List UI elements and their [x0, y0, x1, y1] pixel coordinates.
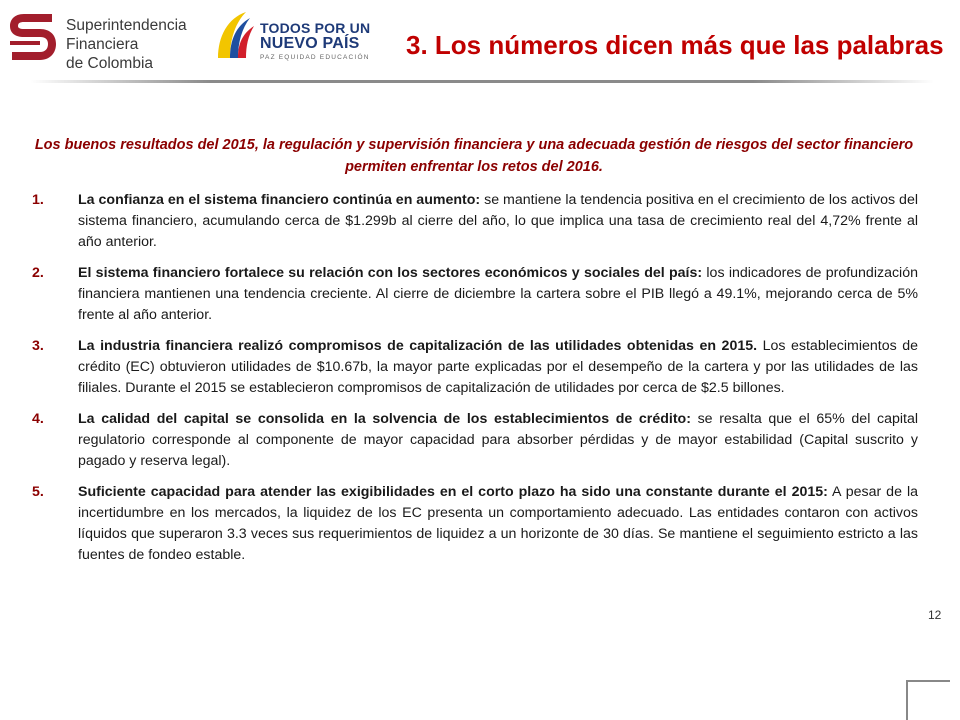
- intro-statement: Los buenos resultados del 2015, la regulación y supervisión financiera y una adecuada gestión de riesgos del sector financiero permiten enfrentar los retos del 2016.: [34, 137, 914, 175]
- sfc-logo-line-2: Financiera: [66, 36, 139, 53]
- point-text: A pesar de la incertidumbre en los mercados, la liquidez de los EC presenta un comportamiento adecuado. Las entidades contaron con activos líquidos que superaron 3.3 veces sus requerimientos de liquidez a un horizonte de 30 días. Se mantiene el seguimiento estricto a las fuentes de fondeo estable.: [78, 484, 918, 563]
- point-lead: La confianza en el sistema financiero continúa en aumento:: [78, 192, 481, 208]
- page-number: 12: [928, 608, 942, 622]
- point-number: 1.: [32, 192, 44, 208]
- corner-mark-horizontal: [906, 680, 950, 682]
- todos-por-un-nuevo-pais-logo: [212, 6, 372, 70]
- sfc-logo-line-1: Superintendencia: [66, 17, 187, 34]
- gov-logo-line-3: PAZ EQUIDAD EDUCACIÓN: [260, 54, 370, 61]
- point-number: 4.: [32, 411, 44, 427]
- point-number: 5.: [32, 484, 44, 500]
- header-divider: [30, 80, 934, 83]
- numbered-points-list: [32, 190, 918, 576]
- point-number: 2.: [32, 265, 44, 281]
- point-text: los indicadores de profundización financiera mantienen una tendencia creciente. Al cierre de diciembre la cartera sobre el PIB llegó a 49.1%, mejorando cerca de 5% frente al año anterior.: [78, 265, 918, 323]
- point-text: se mantiene la tendencia positiva en el crecimiento de los activos del sistema financiero, acumulando cerca de $1.299b al cierre del año, lo que implica una tasa de crecimiento real del 4,72% frente al año anterior.: [78, 192, 918, 250]
- corner-mark-vertical: [906, 680, 908, 720]
- point-lead: La calidad del capital se consolida en la solvencia de los establecimientos de crédito:: [78, 411, 691, 427]
- point-lead: La industria financiera realizó compromisos de capitalización de las utilidades obtenidas en 2015.: [78, 338, 758, 354]
- point-text: Los establecimientos de crédito (EC) obtuvieron utilidades de $10.67b, la mayor parte explicadas por el desempeño de la cartera y por las utilidades de las filiales. Durante el 2015 se establecieron compromisos de capitalización de utilidades por cerca de $2.5 billones.: [78, 338, 918, 396]
- point-lead: El sistema financiero fortalece su relación con los sectores económicos y sociales del país:: [78, 265, 703, 281]
- sfc-emblem-icon: [6, 6, 58, 66]
- superintendencia-logo: [6, 6, 187, 72]
- gov-logo-line-2: NUEVO PAÍS: [260, 35, 360, 52]
- point-item-3: [32, 336, 918, 399]
- point-lead: Suficiente capacidad para atender las exigibilidades en el corto plazo ha sido una constante durante el 2015:: [78, 484, 828, 500]
- point-item-1: [32, 190, 918, 253]
- gov-logo-line-1: TODOS POR UN: [260, 20, 371, 36]
- point-item-4: [32, 409, 918, 472]
- point-item-2: [32, 263, 918, 326]
- point-text: se resalta que el 65% del capital regulatorio corresponde al componente de mayor capacidad para absorber pérdidas y de mayor estabilidad (Capital suscrito y pagado y reserva legal).: [78, 411, 918, 469]
- slide-header: [0, 0, 960, 86]
- point-item-5: [32, 482, 918, 566]
- slide-title: 3. Los números dicen más que las palabras: [406, 30, 944, 60]
- point-number: 3.: [32, 338, 44, 354]
- colombia-stripes-icon: [212, 6, 260, 66]
- sfc-logo-line-3: de Colombia: [66, 55, 154, 72]
